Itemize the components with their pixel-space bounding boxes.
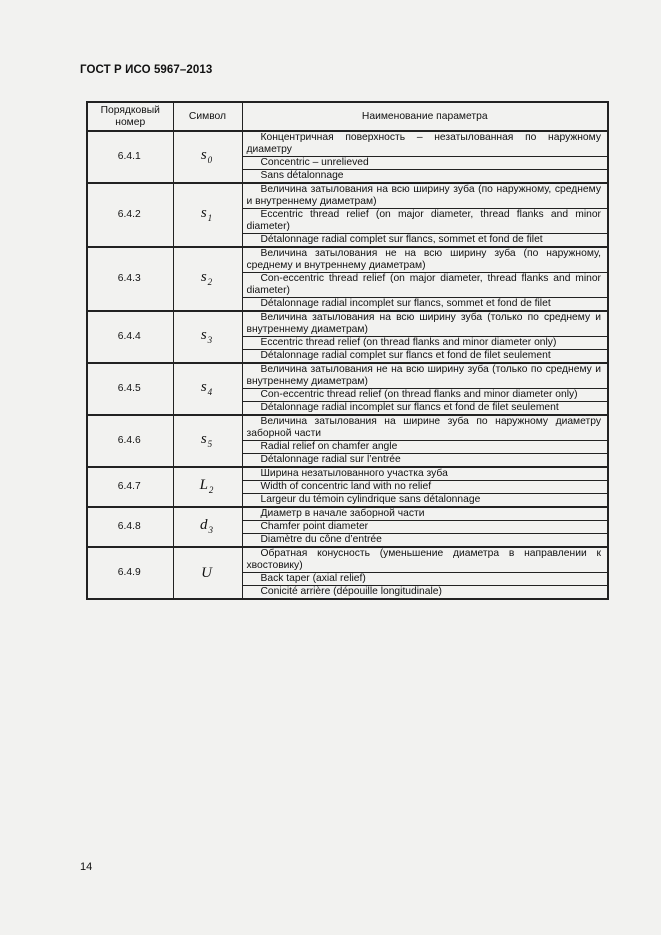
symbol-subscript: 1 <box>207 212 213 223</box>
parameter-symbol <box>173 247 242 311</box>
parameter-name-ru: Величина затылования не на всю ширину зуба (по наружному, среднему и внутреннему диаметрам) <box>242 247 608 273</box>
parameter-name-en: Radial relief on chamfer angle <box>242 441 608 454</box>
parameter-name-en: Eccentric thread relief (on major diameter, thread flanks and minor diameter) <box>242 209 608 234</box>
table-row <box>87 415 608 441</box>
parameter-name-fr: Détalonnage radial incomplet sur flancs et fond de filet seulement <box>242 402 608 416</box>
table-row <box>87 247 608 273</box>
symbol-letter: s <box>200 268 207 285</box>
parameter-name-ru: Величина затылования на всю ширину зуба (по наружному, среднему и внутреннему диаметрам) <box>242 183 608 209</box>
symbol-letter: U <box>201 565 212 581</box>
parameter-name-ru: Величина затылования не на всю ширину зуба (только по среднему и внутреннему диаметрам) <box>242 363 608 389</box>
symbol-subscript: 2 <box>207 276 213 287</box>
parameter-symbol <box>173 363 242 415</box>
parameter-name-en: Chamfer point diameter <box>242 521 608 534</box>
parameter-number: 6.4.9 <box>87 547 173 599</box>
parameter-number: 6.4.4 <box>87 311 173 363</box>
table-row <box>87 363 608 389</box>
parameter-number: 6.4.8 <box>87 507 173 547</box>
symbol-letter: L <box>199 476 208 493</box>
document-header: ГОСТ Р ИСО 5967–2013 <box>80 64 213 76</box>
parameter-name-en: Con-eccentric thread relief (on thread flanks and minor diameter only) <box>242 389 608 402</box>
parameter-name-fr: Détalonnage radial complet sur flancs, sommet et fond de filet <box>242 234 608 248</box>
table-row <box>87 183 608 209</box>
table-row <box>87 507 608 521</box>
parameter-name-ru: Диаметр в начале заборной части <box>242 507 608 521</box>
table-body <box>87 131 608 599</box>
parameter-name-ru: Обратная конусность (уменьшение диаметра в направлении к хвостовику) <box>242 547 608 573</box>
parameter-name-fr: Détalonnage radial sur l’entrée <box>242 454 608 468</box>
parameter-number: 6.4.7 <box>87 467 173 507</box>
symbol-letter: s <box>200 326 207 343</box>
symbol-subscript: 3 <box>208 524 213 535</box>
parameter-name-ru: Величина затылования на всю ширину зуба (только по среднему и внутреннему диаметрам) <box>242 311 608 337</box>
column-header-number: Порядковый номер <box>87 102 173 131</box>
parameter-number: 6.4.5 <box>87 363 173 415</box>
parameter-name-fr: Conicité arrière (dépouille longitudinale) <box>242 586 608 600</box>
parameter-name-en: Concentric – unrelieved <box>242 157 608 170</box>
symbol-letter: s <box>200 378 207 395</box>
table-row <box>87 467 608 481</box>
parameter-name-fr: Sans détalonnage <box>242 170 608 184</box>
parameter-name-en: Width of concentric land with no relief <box>242 481 608 494</box>
symbol-letter: d <box>200 516 208 533</box>
symbol-letter: s <box>200 430 207 447</box>
parameter-name-fr: Détalonnage radial complet sur flancs et fond de filet seulement <box>242 350 608 364</box>
parameter-name-ru: Величина затылования на ширине зуба по наружному диаметру заборной части <box>242 415 608 441</box>
parameter-symbol <box>173 311 242 363</box>
symbol-letter: s <box>200 204 207 221</box>
parameter-symbol <box>173 415 242 467</box>
table-row <box>87 547 608 573</box>
table-header-row <box>87 102 608 131</box>
parameter-symbol <box>173 547 242 599</box>
symbol-subscript: 2 <box>208 484 214 495</box>
parameter-name-en: Con-eccentric thread relief (on major diameter, thread flanks and minor diameter) <box>242 273 608 298</box>
parameter-symbol <box>173 467 242 507</box>
parameter-name-fr: Diamètre du cône d’entrée <box>242 534 608 548</box>
parameter-name-ru: Концентричная поверхность – незатылованная по наружному диаметру <box>242 131 608 157</box>
parameter-name-en: Eccentric thread relief (on thread flanks and minor diameter only) <box>242 337 608 350</box>
table-row <box>87 131 608 157</box>
table-row <box>87 311 608 337</box>
parameter-symbol <box>173 131 242 183</box>
parameter-name-ru: Ширина незатылованного участка зуба <box>242 467 608 481</box>
parameter-symbol <box>173 183 242 247</box>
parameter-name-en: Back taper (axial relief) <box>242 573 608 586</box>
parameter-name-fr: Détalonnage radial incomplet sur flancs, sommet et fond de filet <box>242 298 608 312</box>
symbol-subscript: 5 <box>207 438 213 449</box>
symbol-letter: s <box>200 146 207 163</box>
parameter-number: 6.4.3 <box>87 247 173 311</box>
parameter-number: 6.4.6 <box>87 415 173 467</box>
column-header-name: Наименование параметра <box>242 102 608 131</box>
symbol-subscript: 4 <box>207 386 213 397</box>
parameter-symbol <box>173 507 242 547</box>
parameter-number: 6.4.1 <box>87 131 173 183</box>
column-header-symbol: Символ <box>173 102 242 131</box>
page-number: 14 <box>80 861 93 873</box>
parameter-number: 6.4.2 <box>87 183 173 247</box>
parameters-table <box>86 101 609 600</box>
parameter-name-fr: Largeur du témoin cylindrique sans détalonnage <box>242 494 608 508</box>
symbol-subscript: 3 <box>207 334 213 345</box>
symbol-subscript: 0 <box>207 154 213 165</box>
